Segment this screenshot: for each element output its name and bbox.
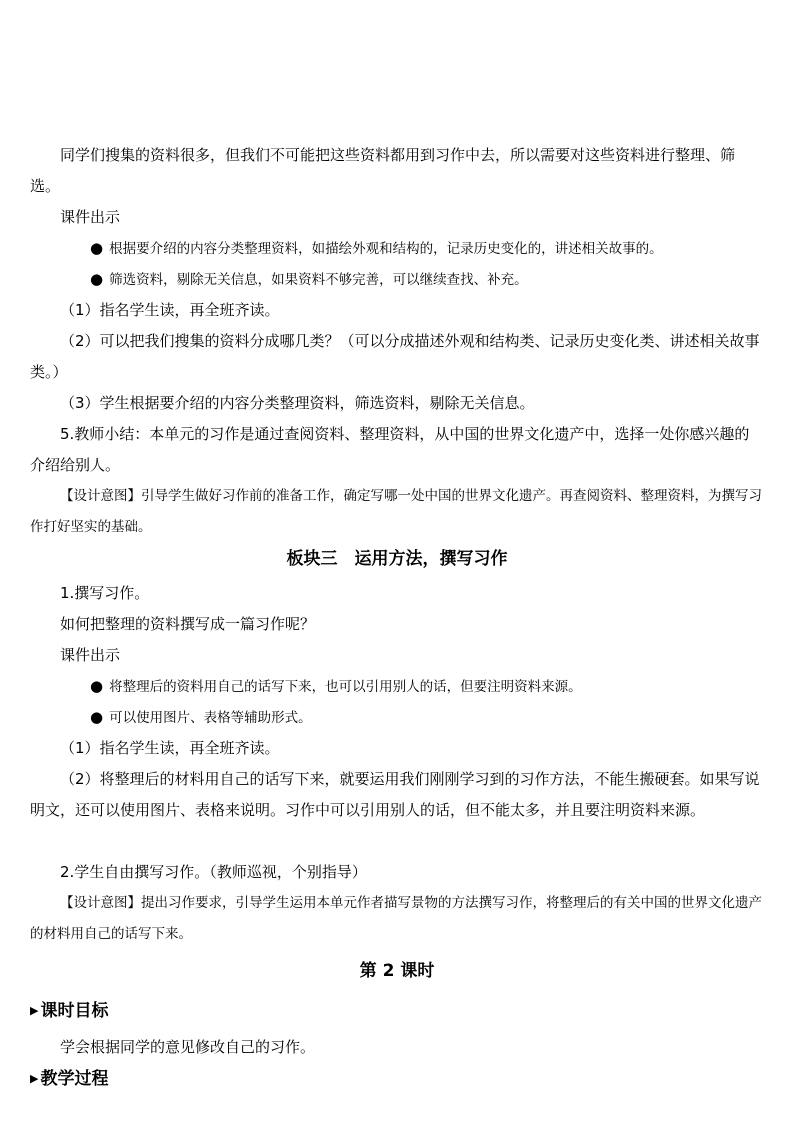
subheading-goals (30, 996, 108, 1026)
triangle-icon: ▶ (30, 1072, 39, 1085)
paragraph-courseware-label: 课件出示 (60, 208, 121, 226)
bullet-icon: ● (90, 677, 104, 695)
bullet-text: 将整理后的资料用自己的话写下来，也可以引用别人的话，但要注明资料来源。 (109, 679, 582, 695)
bullet-icon: ● (90, 270, 104, 288)
subheading-text: 课时目标 (40, 1001, 109, 1021)
paragraph-free-writing: 2.学生自由撰写习作。（教师巡视，个别指导） (60, 863, 367, 881)
bullet-icon: ● (90, 708, 104, 726)
paragraph-step-3: （3）学生根据要介绍的内容分类整理资料，筛选资料，剔除无关信息。 (60, 394, 535, 412)
paragraph-goal: 学会根据同学的意见修改自己的习作。 (60, 1038, 316, 1056)
paragraph-intro: 同学们搜集的资料很多，但我们不可能把这些资料都用到习作中去，所以需要对这些资料进行整理、筛选。 (30, 146, 736, 195)
paragraph-design-intent: 【设计意图】提出习作要求，引导学生运用本单元作者描写景物的方法撰写习作，将整理后的有关中国的世界文化遗产的材料用自己的话写下来。 (30, 895, 762, 942)
bullet-item (30, 702, 762, 734)
paragraph-question: 如何把整理的资料撰写成一篇习作呢？ (60, 615, 316, 633)
bullet-item (30, 671, 762, 703)
paragraph-step-2: （2）可以把我们搜集的资料分成哪几类？（可以分成描述外观和结构类、记录历史变化类、讲述相关故事类。） (30, 332, 760, 381)
triangle-icon: ▶ (30, 1004, 39, 1017)
paragraph-write-title: 1.撰写习作。 (60, 584, 150, 602)
paragraph-step-2: （2）将整理后的材料用自己的话写下来，就要运用我们刚刚学习到的习作方法，不能生搬硬套。如果写说明文，还可以使用图片、表格来说明。习作中可以引用别人的话，但不能太多，并且要注明资料来源。 (30, 770, 760, 819)
paragraph-step-1: （1）指名学生读，再全班齐读。 (60, 739, 280, 757)
paragraph-step-1: （1）指名学生读，再全班齐读。 (60, 301, 280, 319)
lesson-heading: 第 2 课时 (359, 961, 435, 981)
subheading-process (30, 1064, 108, 1094)
paragraph-design-intent: 【设计意图】引导学生做好习作前的准备工作，确定写哪一处中国的世界文化遗产。再查阅资料、整理资料，为撰写习作打好坚实的基础。 (30, 488, 762, 535)
bullet-text: 根据要介绍的内容分类整理资料，如描绘外观和结构的，记录历史变化的，讲述相关故事的。 (109, 241, 663, 257)
bullet-text: 筛选资料，剔除无关信息，如果资料不够完善，可以继续查找、补充。 (109, 272, 528, 288)
section-heading: 板块三 运用方法，撰写习作 (286, 549, 508, 569)
bullet-item (30, 264, 762, 296)
bullet-icon: ● (90, 239, 104, 257)
bullet-text: 可以使用图片、表格等辅助形式。 (109, 710, 312, 726)
paragraph-summary: 5.教师小结：本单元的习作是通过查阅资料、整理资料，从中国的世界文化遗产中，选择一处你感兴趣的介绍给别人。 (30, 425, 750, 474)
paragraph-courseware-label: 课件出示 (60, 646, 121, 664)
subheading-text: 教学过程 (40, 1069, 109, 1089)
bullet-item (30, 233, 762, 265)
